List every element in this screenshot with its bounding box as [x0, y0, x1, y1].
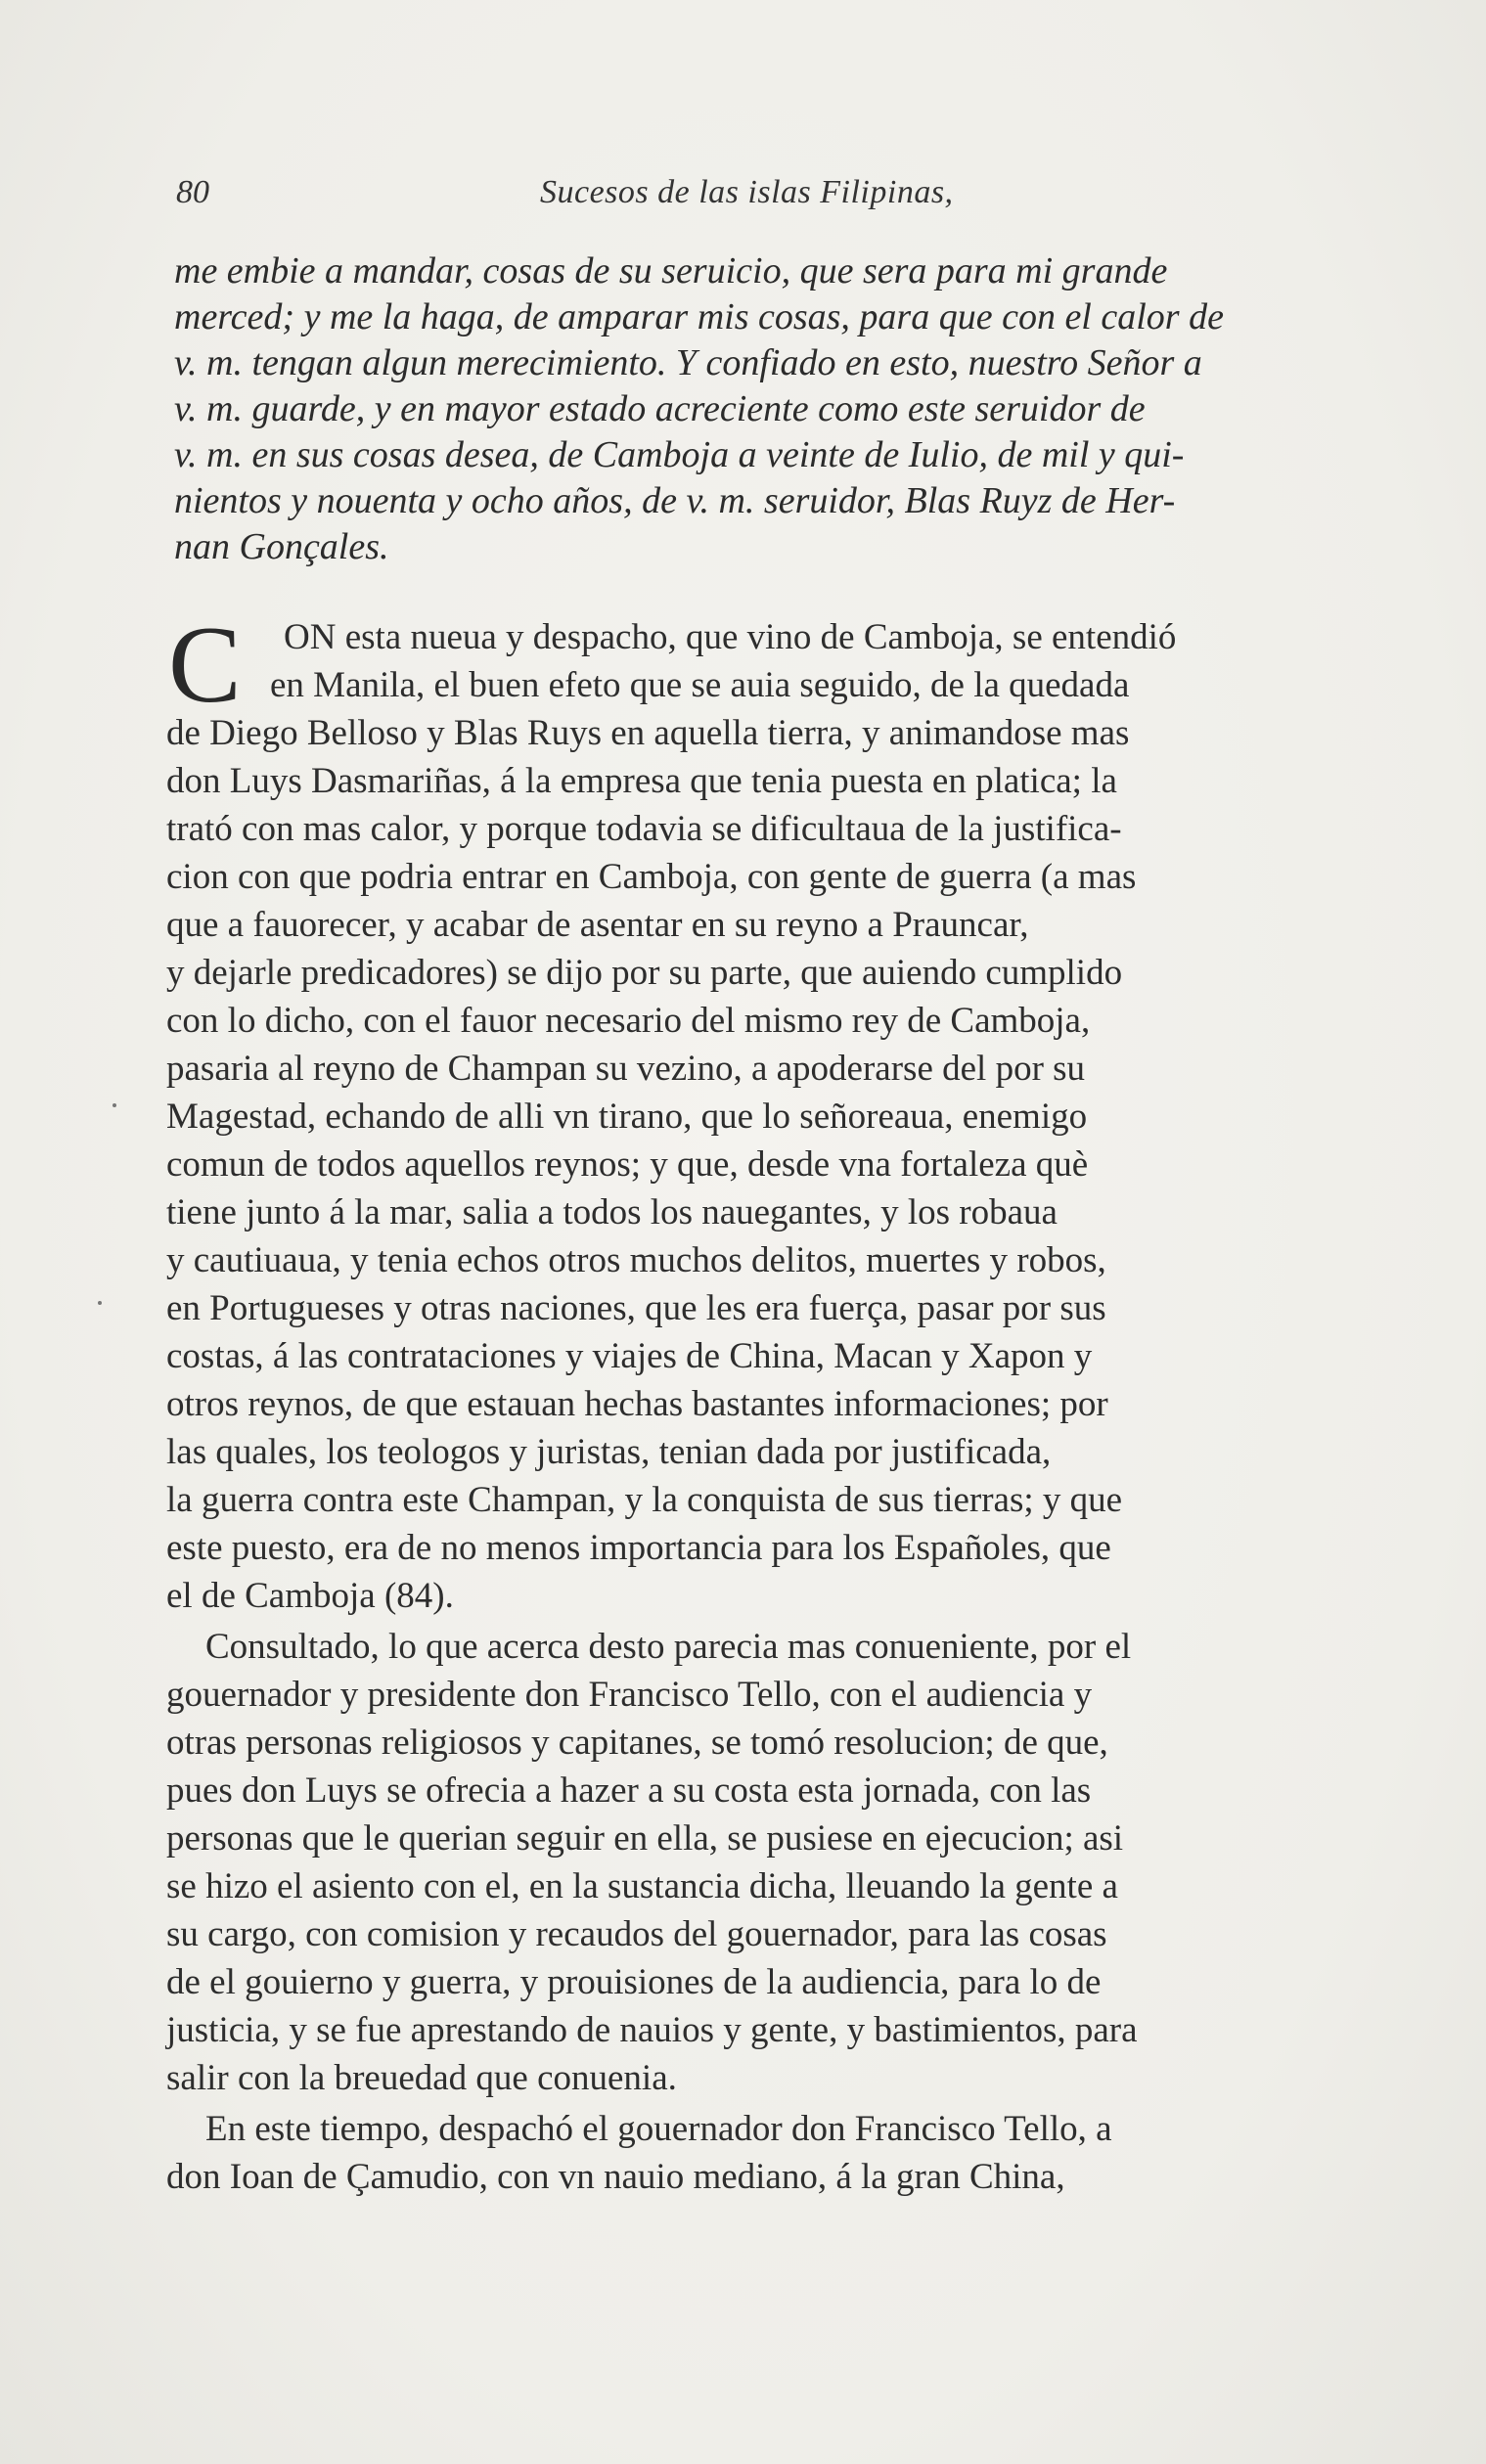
paragraph-line: don Luys Dasmariñas, á la empresa que tenia puesta en platica; la	[166, 761, 1117, 801]
paragraph-line: y dejarle predicadores) se dijo por su parte, que auiendo cumplido	[166, 953, 1123, 993]
paragraph-line: ON esta nueua y despacho, que vino de Camboja, se entendió	[284, 617, 1177, 657]
paragraph-line: de el gouierno y guerra, y prouisiones de la audiencia, para lo de	[166, 1962, 1102, 2002]
paragraph-line: Magestad, echando de alli vn tirano, que lo señoreaua, enemigo	[166, 1097, 1088, 1137]
paragraph-line: de Diego Belloso y Blas Ruys en aquella tierra, y animandose mas	[166, 713, 1130, 753]
paragraph-line: salir con la breuedad que conuenia.	[166, 2058, 677, 2098]
paragraph-line: otros reynos, de que estauan hechas bastantes informaciones; por	[166, 1384, 1108, 1424]
paragraph-line: tiene junto á la mar, salia a todos los nauegantes, y los robaua	[166, 1192, 1058, 1232]
paragraph-line: se hizo el asiento con el, en la sustancia dicha, lleuando la gente a	[166, 1866, 1118, 1906]
margin-speck	[113, 1103, 116, 1107]
paragraph-line: que a fauorecer, y acabar de asentar en su reyno a Prauncar,	[166, 905, 1029, 945]
paragraph-line: el de Camboja (84).	[166, 1576, 454, 1616]
paragraph-line: y cautiuaua, y tenia echos otros muchos delitos, muertes y robos,	[166, 1240, 1106, 1280]
paragraph-line: su cargo, con comision y recaudos del gouernador, para las cosas	[166, 1914, 1107, 1954]
paragraph-line: este puesto, era de no menos importancia para los Españoles, que	[166, 1528, 1111, 1568]
letter-line: merced; y me la haga, de amparar mis cosas, para que con el calor de	[174, 296, 1224, 337]
paragraph-line: Consultado, lo que acerca desto parecia mas conueniente, por el	[205, 1627, 1132, 1667]
paragraph-line: en Manila, el buen efeto que se auia seguido, de la quedada	[270, 665, 1130, 705]
paragraph-line: las quales, los teologos y juristas, tenian dada por justificada,	[166, 1432, 1052, 1472]
paragraph-line: justicia, y se fue aprestando de nauios y gente, y bastimientos, para	[166, 2010, 1138, 2050]
paragraph-line: en Portugueses y otras naciones, que les era fuerça, pasar por sus	[166, 1288, 1106, 1328]
paragraph-line: costas, á las contrataciones y viajes de China, Macan y Xapon y	[166, 1336, 1093, 1376]
paragraph-line: otras personas religiosos y capitanes, se tomó resolucion; de que,	[166, 1723, 1108, 1763]
letter-line: me embie a mandar, cosas de su seruicio, que sera para mi grande	[174, 250, 1168, 291]
paragraph-line: gouernador y presidente don Francisco Tello, con el audiencia y	[166, 1675, 1093, 1715]
paragraph-line: con lo dicho, con el fauor necesario del mismo rey de Camboja,	[166, 1001, 1091, 1041]
paragraph-line: cion con que podria entrar en Camboja, con gente de guerra (a mas	[166, 857, 1137, 897]
paragraph-line: don Ioan de Çamudio, con vn nauio mediano, á la gran China,	[166, 2157, 1065, 2197]
paragraph-line: trató con mas calor, y porque todavia se dificultaua de la justifica-	[166, 809, 1122, 849]
letter-line: nientos y nouenta y ocho años, de v. m. seruidor, Blas Ruyz de Her-	[174, 480, 1176, 521]
letter-line: v. m. guarde, y en mayor estado acreciente como este seruidor de	[174, 388, 1146, 429]
running-title: Sucesos de las islas Filipinas,	[540, 174, 954, 210]
paragraph-line: En este tiempo, despachó el gouernador don Francisco Tello, a	[205, 2109, 1112, 2149]
paragraph-line: la guerra contra este Champan, y la conquista de sus tierras; y que	[166, 1480, 1123, 1520]
paragraph-line: pasaria al reyno de Champan su vezino, a apoderarse del por su	[166, 1049, 1086, 1089]
margin-speck	[98, 1301, 102, 1305]
page-number: 80	[176, 174, 209, 210]
letter-line: v. m. tengan algun merecimiento. Y confiado en esto, nuestro Señor a	[174, 342, 1202, 383]
drop-cap: C	[168, 605, 242, 726]
letter-line: nan Gonçales.	[174, 526, 389, 567]
paragraph-line: pues don Luys se ofrecia a hazer a su costa esta jornada, con las	[166, 1770, 1092, 1811]
paragraph-line: personas que le querian seguir en ella, se pusiese en ejecucion; asi	[166, 1818, 1124, 1859]
letter-line: v. m. en sus cosas desea, de Camboja a veinte de Iulio, de mil y qui-	[174, 434, 1185, 475]
paragraph-line: comun de todos aquellos reynos; y que, desde vna fortaleza què	[166, 1144, 1089, 1185]
page-header	[176, 174, 1350, 223]
